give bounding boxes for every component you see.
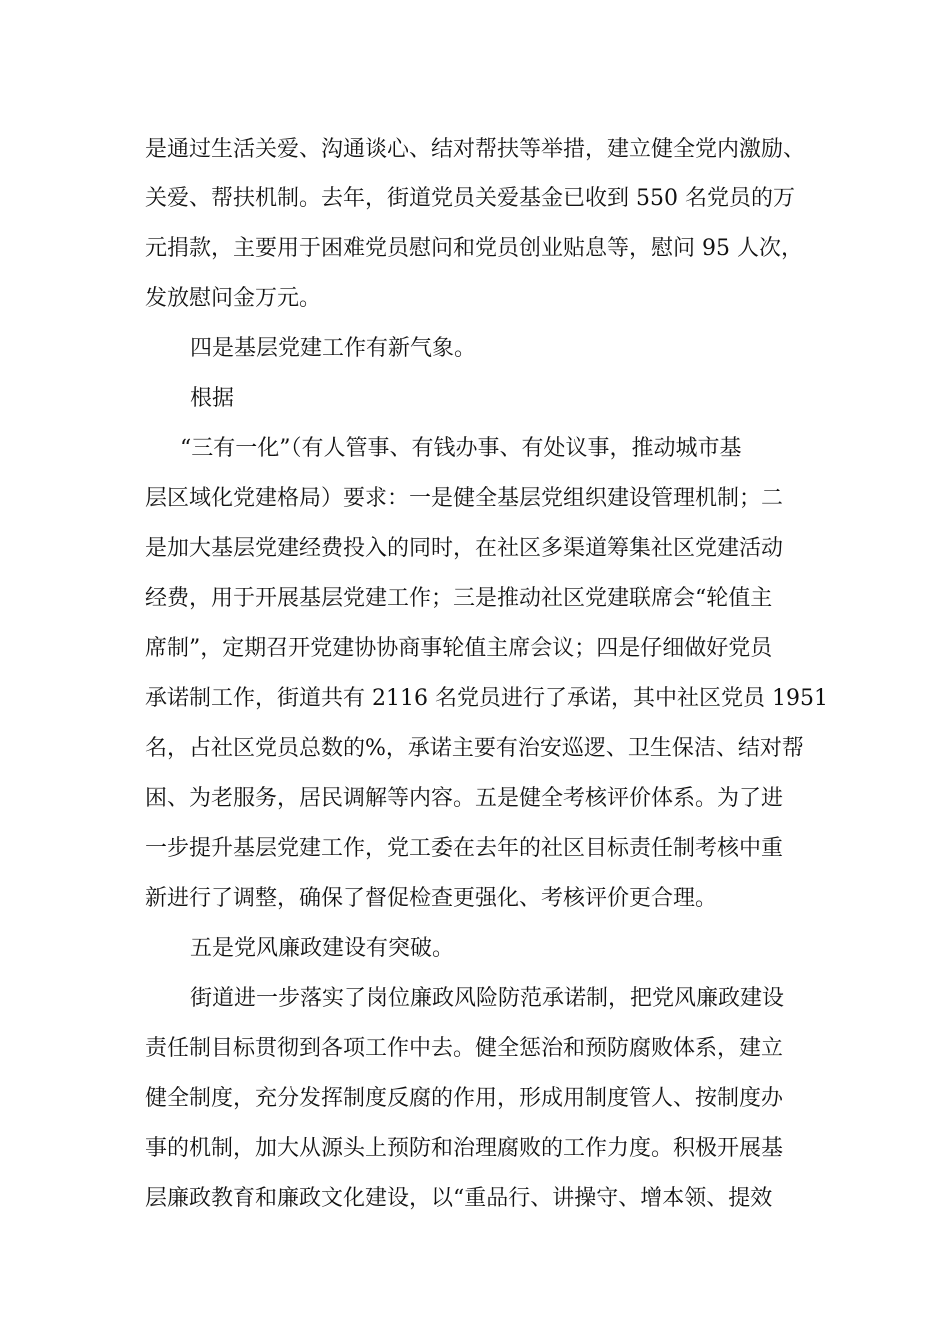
text-line-6: 根据 [190, 386, 235, 411]
text-line-2: 关爱、帮扶机制。去年，街道党员关爱基金已收到 550 名党员的万 [145, 186, 795, 211]
text-line-9: 是加大基层党建经费投入的同时，在社区多渠道筹集社区党建活动 [145, 536, 784, 561]
section-heading-5: 五是党风廉政建设有突破。 [190, 936, 455, 961]
text-line-8: 层区域化党建格局）要求：一是健全基层党组织建设管理机制；二 [145, 486, 784, 511]
text-line-4: 发放慰问金万元。 [145, 286, 322, 311]
text-line-1: 是通过生活关爱、沟通谈心、结对帮扶等举措，建立健全党内激励、 [145, 137, 806, 162]
text-line-14: 困、为老服务，居民调解等内容。五是健全考核评价体系。为了进 [145, 786, 784, 811]
text-line-20: 健全制度，充分发挥制度反腐的作用，形成用制度管人、按制度办 [145, 1086, 784, 1111]
text-line-3: 元捐款，主要用于困难党员慰问和党员创业贴息等，慰问 95 人次， [145, 236, 803, 261]
text-line-18: 街道进一步落实了岗位廉政风险防范承诺制，把党风廉政建设 [190, 986, 785, 1011]
text-line-11: 席制”，定期召开党建协协商事轮值主席会议；四是仔细做好党员 [145, 636, 773, 661]
text-line-15: 一步提升基层党建工作，党工委在去年的社区目标责任制考核中重 [145, 836, 784, 861]
text-line-13: 名，占社区党员总数的%，承诺主要有治安巡逻、卫生保洁、结对帮 [145, 736, 804, 761]
text-line-21: 事的机制，加大从源头上预防和治理腐败的工作力度。积极开展基 [145, 1136, 784, 1161]
text-line-7: “三有一化”（有人管事、有钱办事、有处议事，推动城市基 [180, 436, 742, 461]
text-line-10: 经费，用于开展基层党建工作；三是推动社区党建联席会“轮值主 [145, 586, 773, 611]
text-line-19: 责任制目标贯彻到各项工作中去。健全惩治和预防腐败体系，建立 [145, 1036, 784, 1061]
text-line-22: 层廉政教育和廉政文化建设，以“重品行、讲操守、增本领、提效 [145, 1186, 773, 1211]
text-line-16: 新进行了调整，确保了督促检查更强化、考核评价更合理。 [145, 886, 718, 911]
text-line-12: 承诺制工作，街道共有 2116 名党员进行了承诺，其中社区党员 1951 [145, 686, 828, 711]
section-heading-4: 四是基层党建工作有新气象。 [190, 336, 477, 361]
